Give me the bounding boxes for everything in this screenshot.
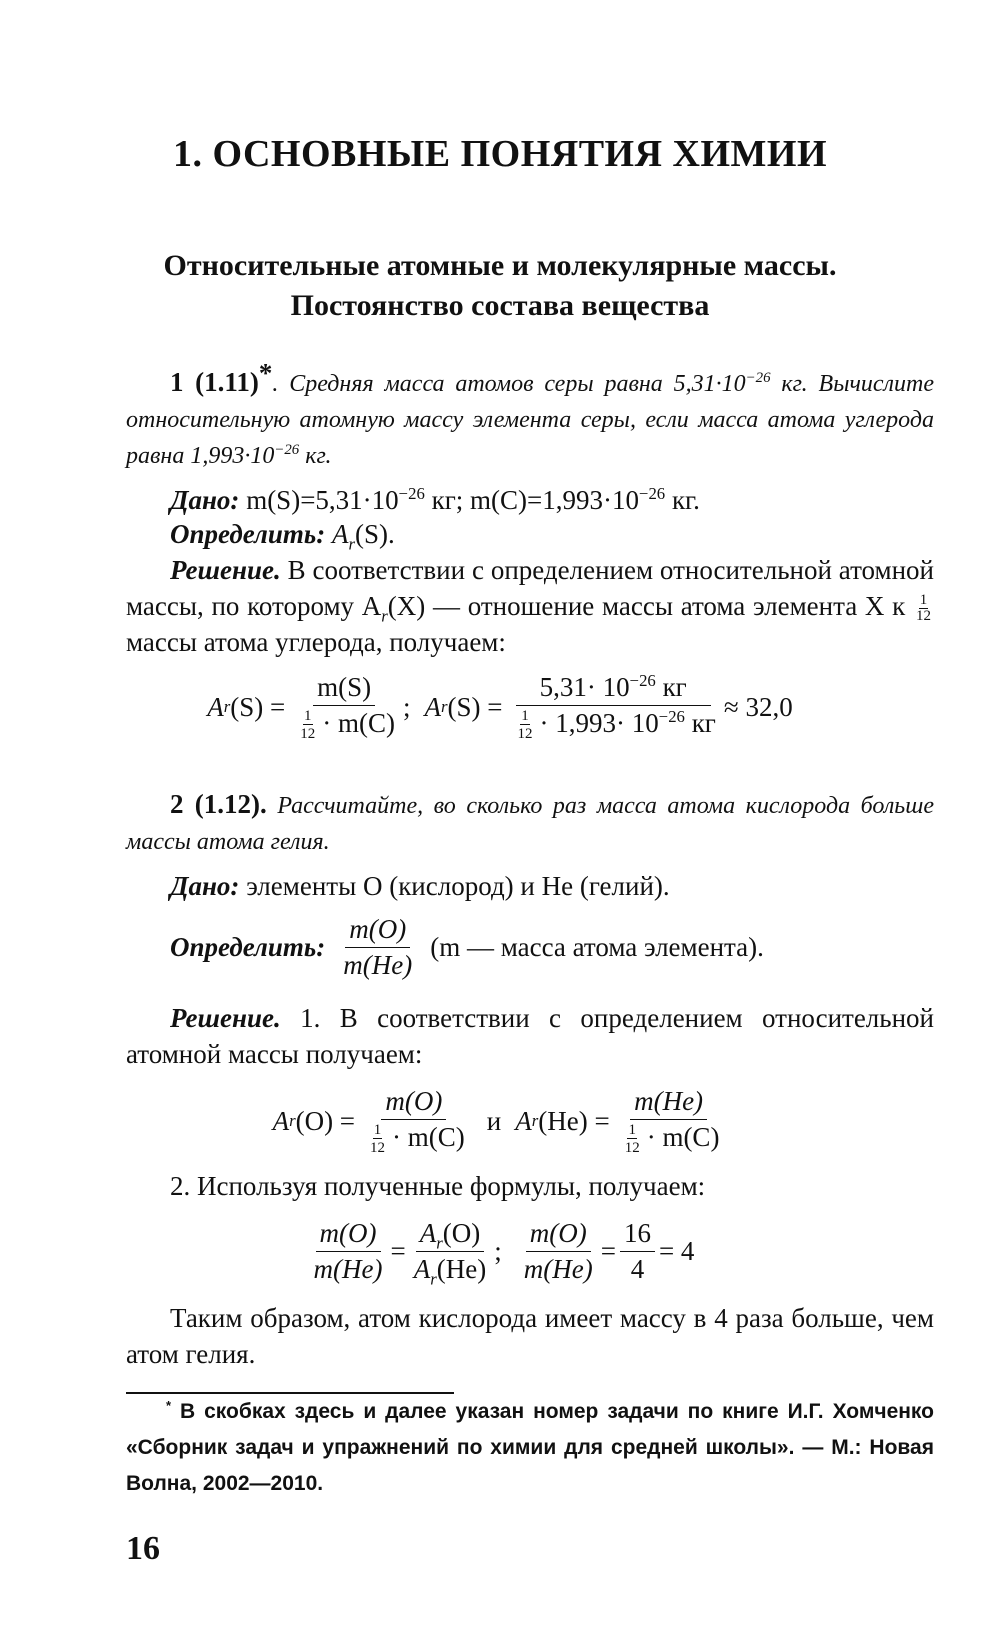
problem-1-statement: 1 (1.11)*. Средняя масса атомов серы равна $5,31\cdot 10^{-26}$ кг. Вычислите относительную атомную массу элемента серы, если масса атома углерода равна $1,993\cdot 10^{-26}$ кг. [126,358,934,469]
solution-label: Решение. [170,555,281,585]
find-label: Определить: [170,519,326,549]
given-label: Дано: [170,871,240,901]
section-title [0,246,1000,326]
fraction-one-twelfth: $\frac{1}{12}$ [915,592,931,625]
footnote: * В скобках здесь и далее указан номер задачи по книге И.Г. Хомченко «Сборник задач и упражнений по химии для средней школы». — М.: Новая Волна, 2002—2010. [126,1398,934,1495]
problem-2-find: Определить: $\frac{m(O)}{m(He)}$ (m — масса атома элемента). [170,914,764,980]
chapter-title: 1. ОСНОВНЫЕ ПОНЯТИЯ ХИМИИ [172,133,828,175]
fraction-mo-over-mhe: $\frac{m(O)}{m(He)}$ [343,914,413,980]
problem-2-step-2: 2. Используя полученные формулы, получаем: [170,1171,706,1201]
page-number: 16 [126,1530,160,1567]
problem-2-number: 2 (1.12). [170,789,267,819]
problem-2-solution: Решение. 1. В соответствии с определением относительной атомной массы получаем: [126,1003,934,1069]
section-title-line-1: Относительные атомные и молекулярные массы. [163,249,837,282]
problem-2-conclusion: Таким образом, атом кислорода имеет массу в 4 раза больше, чем атом гелия. [126,1303,934,1369]
problem-2-given: Дано: элементы O (кислород) и He (гелий). [170,871,670,901]
problem-1-number: 1 (1.11) [170,367,259,397]
solution-label: Решение. [170,1003,281,1033]
formula-atomic-masses-o-he: A r (O) = m(O) $\frac{1}{12}$ · m(C) и A r (He) = m(He) $\frac{1}{12}$ · m(C) [272,1086,720,1157]
formula-mass-ratio: $\frac{m(O)}{m(He)}$ = $\frac{A_r(O)}{A_r(He)}$ ; $\frac{m(O)}{m(He)}$ = $\frac{16}{4}$ = 4 [313,1218,695,1289]
problem-1-solution: Решение. В соответствии с определением относительной атомной массы, по которому $A_r(X)$ — отношение массы атома элемента X к $\frac{1}{12}$ массы атома углерода, получаем: [126,555,934,658]
problem-1-given: Дано: $m(S)=5,31\cdot 10^{-26}$ кг; $m(C)=1,993\cdot 10^{-26}$ кг. [170,484,700,515]
footnote-marker: * [258,358,273,388]
problem-1-find: Определить: $A_r(S)$. [170,519,395,554]
fraction-numeric: $5,31\cdot 10^{-26}$ кг $\frac{1}{12}$ · $1,993\cdot 10^{-26}$ кг [517,671,716,743]
given-label: Дано: [170,485,240,515]
section-title-line-2: Постоянство состава вещества [290,289,710,322]
formula-atomic-mass-sulfur: A r (S) = m(S) $\frac{1}{12}$ · m(C) ; A r (S) = $5,31\cdot 10^{-26}$ кг $\frac{1}{12}$ · $1,993\cdot 10^{-26}$ кг ≈ 32,0 [207,671,793,743]
find-label: Определить: [170,932,326,962]
problem-2-statement: 2 (1.12). Рассчитайте, во сколько раз масса атома кислорода больше массы атома гелия. [126,789,934,855]
fraction-ms-over-mc: m(S) $\frac{1}{12}$ · m(C) [300,672,395,743]
